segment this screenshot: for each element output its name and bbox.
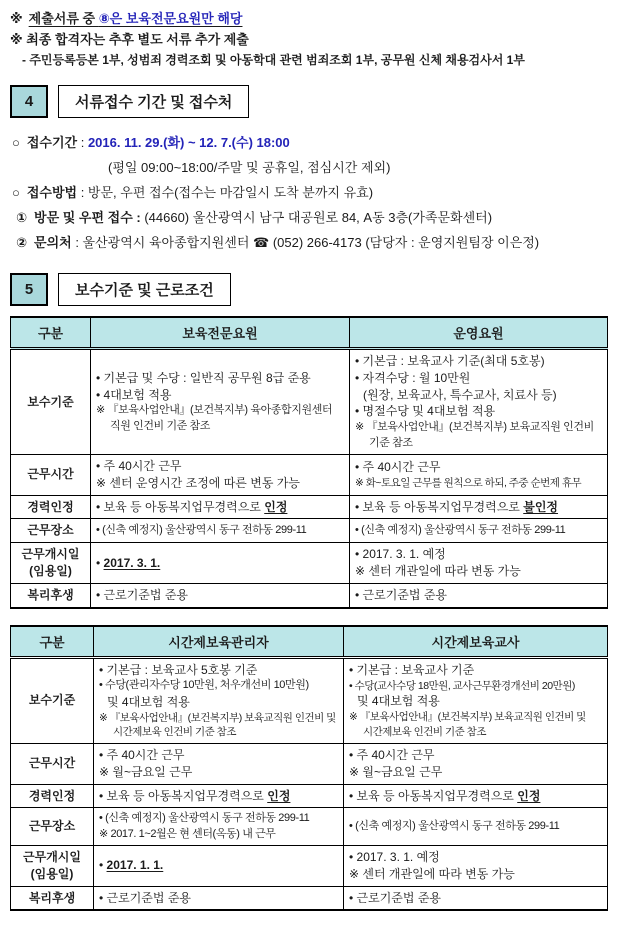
section4-body xyxy=(12,130,607,255)
cell-line: 기준 참조 xyxy=(369,436,413,449)
cell-start-teacher xyxy=(344,846,608,887)
cell-hours-manager xyxy=(94,743,344,784)
table-parttime-staff xyxy=(10,625,608,912)
cell-line: • 기본급 : 보육교사 기준 xyxy=(349,662,475,677)
cell-line: • 주 40시간 근무 xyxy=(99,747,185,762)
t2-col-parttime-teacher: 시간제보육교사 xyxy=(344,626,608,658)
cell-line: • 수당(교사수당 18만원, 교사근무환경개선비 20만원) xyxy=(349,679,575,692)
reception-period-value: 2016. 11. 29.(화) ~ 12. 7.(수) 18:00 xyxy=(87,135,290,150)
cell-text: • 보육 등 아동복지업무경력으로 xyxy=(349,788,518,803)
cell-line: • 기본급 : 보육교사 기준(최대 5호봉) xyxy=(355,354,545,368)
table-header-row xyxy=(11,317,608,349)
table-header-row xyxy=(11,626,608,658)
circle-bullet: ○ xyxy=(12,185,20,200)
section5-heading xyxy=(10,273,607,306)
section4-title: 서류접수 기간 및 접수처 xyxy=(58,85,249,118)
row-label-hours: 근무시간 xyxy=(11,454,91,495)
cell-line: • (신축 예정지) 울산광역시 동구 전하동 299-11 xyxy=(349,819,560,832)
section5-title: 보수기준 및 근로조건 xyxy=(58,273,231,306)
cell-line: • 근로기준법 준용 xyxy=(349,890,442,905)
underlined-value: 2017. 1. 1. xyxy=(106,858,164,873)
table-row-hours xyxy=(11,454,608,495)
cell-workplace-manager xyxy=(94,808,344,846)
cell-line: • 기본급 : 보육교사 5호봉 기준 xyxy=(99,662,258,677)
row-label-welfare: 복리후생 xyxy=(11,886,94,910)
note-text-blue: ⑧은 보육전문요원만 해당 xyxy=(98,11,243,26)
underlined-value: 불인정 xyxy=(523,499,559,514)
cell-line: 시간제보육 인건비 기준 참조 xyxy=(363,725,486,738)
cell-line: • (신축 예정지) 울산광역시 동구 전하동 299-11 xyxy=(99,812,310,825)
cell-start-manager xyxy=(94,846,344,887)
cell-line: ※ 월~금요일 근무 xyxy=(99,764,193,779)
line-reception-hours: (평일 09:00~18:00/주말 및 공휴일, 점심시간 제외) xyxy=(108,160,391,175)
table-row-start-date xyxy=(11,543,608,584)
cell-start-specialist xyxy=(91,543,350,584)
table-row-career xyxy=(11,495,608,519)
cell-text: • 보육 등 아동복지업무경력으로 xyxy=(355,499,524,514)
cell-pay-specialist xyxy=(91,349,350,455)
line-contact xyxy=(12,230,607,255)
cell-welfare-manager xyxy=(94,886,344,910)
label-line: 근무개시일 xyxy=(23,850,81,865)
cell-text: • 보육 등 아동복지업무경력으로 xyxy=(96,499,265,514)
cell-workplace-teacher xyxy=(344,808,608,846)
cell-career-operation xyxy=(350,495,608,519)
label-reception-method: 접수방법 xyxy=(26,185,78,200)
cell-start-operation xyxy=(350,543,608,584)
cell-career-manager xyxy=(94,784,344,808)
cell-line: • 2017. 3. 1. 예정 xyxy=(349,850,440,865)
row-label-workplace: 근무장소 xyxy=(11,519,91,543)
label-line: (임용일) xyxy=(29,563,72,578)
row-label-career: 경력인정 xyxy=(11,784,94,808)
cell-line: (원장, 보육교사, 특수교사, 치료사 등) xyxy=(363,387,557,402)
cell-pay-teacher xyxy=(344,657,608,743)
cell-career-teacher xyxy=(344,784,608,808)
cell-welfare-teacher xyxy=(344,886,608,910)
cell-hours-specialist xyxy=(91,454,350,495)
cell-line: • 2017. 3. 1. 예정 xyxy=(355,547,446,562)
cell-text: • xyxy=(96,555,104,570)
cell-line: • (신축 예정지) 울산광역시 동구 전하동 299-11 xyxy=(355,524,566,537)
cell-pay-operation xyxy=(350,349,608,455)
contact-value: : 울산광역시 육아종합지원센터 ☎ (052) 266-4173 (담당자 : 운영지원팀장 이은정) xyxy=(71,235,540,250)
table-row-career xyxy=(11,784,608,808)
cell-line: • 자격수당 : 월 10만원 xyxy=(355,370,471,385)
cell-line: • 4대보험 적용 xyxy=(96,387,172,402)
underlined-value: 인정 xyxy=(267,788,291,803)
top-notes xyxy=(10,8,607,71)
table-row-pay xyxy=(11,657,608,743)
reception-method-value: : 방문, 우편 접수(접수는 마감일시 도착 분까지 유효) xyxy=(77,185,374,200)
section4-heading xyxy=(10,85,607,118)
line-reception-period xyxy=(12,130,607,155)
section4-number-box: 4 xyxy=(10,85,48,118)
cell-pay-manager xyxy=(94,657,344,743)
cell-line: • 주 40시간 근무 xyxy=(355,460,441,475)
cell-welfare-specialist xyxy=(91,583,350,607)
table-fulltime-staff xyxy=(10,316,608,609)
row-label-start-date xyxy=(11,543,91,584)
cell-line: ※ 『보육사업안내』(보건복지부) 보육교직원 인건비 및 xyxy=(99,711,336,724)
cell-line: ※ 『보육사업안내』(보건복지부) 보육교직원 인건비 xyxy=(355,421,594,434)
visit-mail-address-value: (44660) 울산광역시 남구 대공원로 84, A동 3층(가족문화센터) xyxy=(140,210,493,225)
label-reception-period: 접수기간 xyxy=(26,135,78,150)
row-label-pay: 보수기준 xyxy=(11,657,94,743)
colon: : xyxy=(77,135,88,150)
cell-line: ※ 『보육사업안내』(보건복지부) 보육교직원 인건비 및 xyxy=(349,711,586,724)
row-label-welfare: 복리후생 xyxy=(11,583,91,607)
row-label-pay: 보수기준 xyxy=(11,349,91,455)
cell-line: • 주 40시간 근무 xyxy=(349,747,435,762)
cell-line: ※ 센터 개관일에 따라 변동 가능 xyxy=(349,866,515,881)
cell-line: ※ 센터 개관일에 따라 변동 가능 xyxy=(355,563,521,578)
cell-text: • 보육 등 아동복지업무경력으로 xyxy=(99,788,268,803)
cell-line: • 수당(관리자수당 10만원, 처우개선비 10만원) xyxy=(99,679,309,692)
row-label-start-date xyxy=(11,846,94,887)
cell-hours-operation xyxy=(350,454,608,495)
table-row-welfare xyxy=(11,583,608,607)
note-text-black: 제출서류 중 xyxy=(28,11,99,26)
cell-line: • 근로기준법 준용 xyxy=(355,587,448,602)
cell-text: • xyxy=(99,858,107,873)
note-extra-docs: - 주민등록등본 1부, 성범죄 경력조회 및 아동학대 관련 범죄조회 1부, 공무원 신체 채용검사서 1부 xyxy=(22,53,525,67)
t1-col-gubun: 구분 xyxy=(11,317,91,349)
cell-hours-teacher xyxy=(344,743,608,784)
label-line: 근무개시일 xyxy=(21,547,80,562)
line-visit-mail-address xyxy=(12,205,607,230)
underlined-value: 2017. 3. 1. xyxy=(103,555,161,570)
cell-line: ※ 화~토요일 근무를 원칙으로 하되, 주중 순번제 휴무 xyxy=(355,476,582,489)
cell-line: • 근로기준법 준용 xyxy=(99,890,192,905)
t2-col-gubun: 구분 xyxy=(11,626,94,658)
label-contact: 문의처 xyxy=(34,235,72,250)
cell-line: • 근로기준법 준용 xyxy=(96,587,189,602)
row-label-career: 경력인정 xyxy=(11,495,91,519)
cell-line: ※ 『보육사업안내』(보건복지부) 육아종합지원센터 xyxy=(96,404,333,417)
cell-line: • 주 40시간 근무 xyxy=(96,458,182,473)
circled-1-icon: ① xyxy=(16,210,28,225)
line-reception-method xyxy=(12,180,607,205)
cell-line: ※ 월~금요일 근무 xyxy=(349,764,443,779)
table-row-workplace xyxy=(11,808,608,846)
underlined-value: 인정 xyxy=(517,788,541,803)
table-row-hours xyxy=(11,743,608,784)
cell-line: 및 4대보험 적용 xyxy=(357,694,440,709)
cell-line: • 기본급 및 수당 : 일반직 공무원 8급 준용 xyxy=(96,370,311,385)
underlined-value: 인정 xyxy=(264,499,288,514)
row-label-workplace: 근무장소 xyxy=(11,808,94,846)
circled-2-icon: ② xyxy=(16,235,28,250)
t1-col-childcare-specialist: 보육전문요원 xyxy=(91,317,350,349)
table-row-pay xyxy=(11,349,608,455)
cell-line: • 명절수당 및 4대보험 적용 xyxy=(355,404,496,419)
cell-line: ※ 2017. 1~2월은 현 센터(옥동) 내 근무 xyxy=(99,827,276,840)
section5-number-box: 5 xyxy=(10,273,48,306)
table-row-start-date xyxy=(11,846,608,887)
table-row-workplace xyxy=(11,519,608,543)
reference-mark: ※ xyxy=(10,11,23,26)
cell-workplace-specialist xyxy=(91,519,350,543)
cell-career-specialist xyxy=(91,495,350,519)
label-visit-mail: 방문 및 우편 접수 : xyxy=(34,210,141,225)
label-line: (임용일) xyxy=(30,866,74,881)
cell-line: 직원 인건비 기준 참조 xyxy=(110,419,211,432)
t2-col-parttime-manager: 시간제보육관리자 xyxy=(94,626,344,658)
circle-bullet: ○ xyxy=(12,135,20,150)
row-label-hours: 근무시간 xyxy=(11,743,94,784)
cell-welfare-operation xyxy=(350,583,608,607)
cell-line: 및 4대보험 적용 xyxy=(107,694,190,709)
table-row-welfare xyxy=(11,886,608,910)
t1-col-operation-staff: 운영요원 xyxy=(350,317,608,349)
cell-line: • (신축 예정지) 울산광역시 동구 전하동 299-11 xyxy=(96,524,307,537)
cell-line: 시간제보육 인건비 기준 참조 xyxy=(113,726,236,739)
note-submission-docs xyxy=(10,8,607,29)
note-final-pass: ※ 최종 합격자는 추후 별도 서류 추가 제출 xyxy=(10,32,249,47)
cell-workplace-operation xyxy=(350,519,608,543)
cell-line: ※ 센터 운영시간 조정에 따른 변동 가능 xyxy=(96,475,300,490)
